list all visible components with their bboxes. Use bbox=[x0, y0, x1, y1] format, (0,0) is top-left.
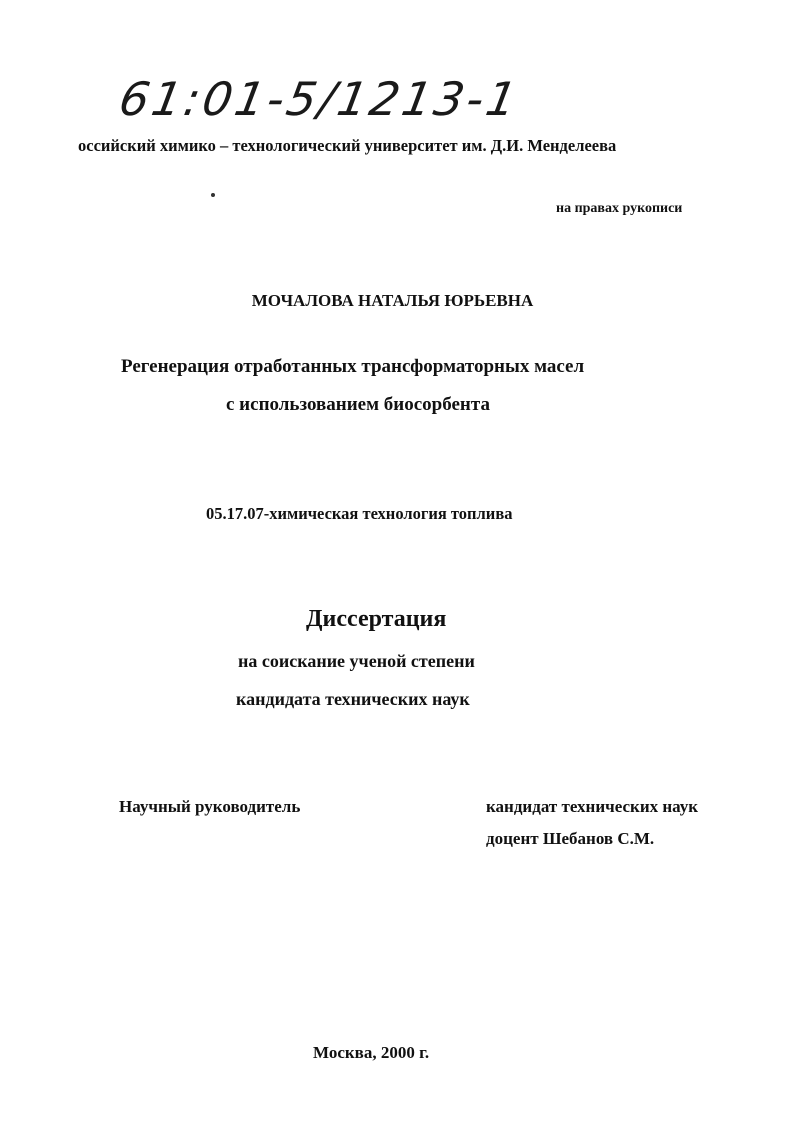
city-year: Москва, 2000 г. bbox=[313, 1043, 430, 1062]
specialty-code: 05.17.07-химическая технология топлива bbox=[206, 504, 513, 523]
author-name bbox=[0, 291, 793, 311]
supervisor-title: кандидат технических наук bbox=[486, 797, 699, 816]
dissertation-title-line1: Регенерация отработанных трансформаторных масел bbox=[121, 356, 585, 377]
author-name-text: МОЧАЛОВА НАТАЛЬЯ ЮРЬЕВНА bbox=[251, 291, 534, 310]
supervisor-label: Научный руководитель bbox=[119, 797, 301, 816]
archive-number-handwritten: 61:01-5/1213-1 bbox=[115, 72, 524, 126]
supervisor-name: доцент Шебанов С.М. bbox=[486, 829, 655, 848]
work-type-heading: Диссертация bbox=[306, 606, 447, 632]
degree-line2: кандидата технических наук bbox=[236, 689, 470, 709]
university-name: оссийский химико – технологический университет им. Д.И. Менделеева bbox=[78, 136, 617, 155]
degree-line1: на соискание ученой степени bbox=[238, 651, 475, 671]
scan-speck bbox=[211, 193, 215, 197]
rights-note: на правах рукописи bbox=[556, 201, 683, 216]
dissertation-title-line2: с использованием биосорбента bbox=[226, 394, 490, 415]
